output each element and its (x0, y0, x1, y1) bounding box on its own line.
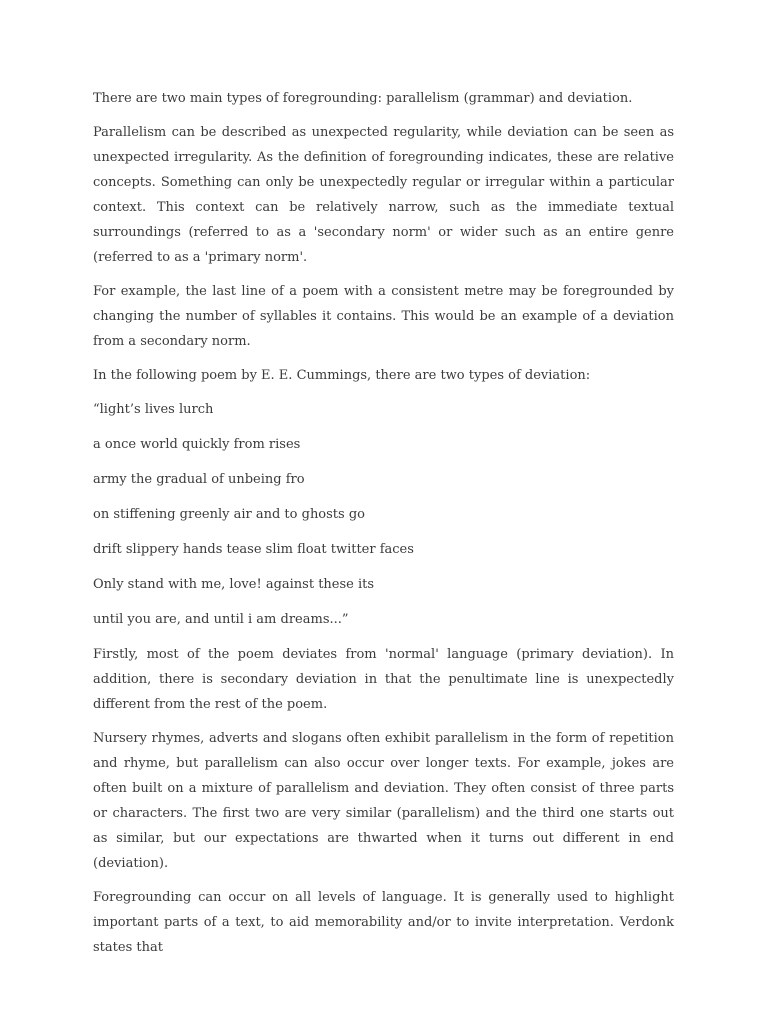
poem-line: on stiffening greenly air and to ghosts go (93, 507, 365, 522)
poem (93, 397, 674, 632)
paragraph-levels-of-language: Foregrounding can occur on all levels of language. It is generally used to highlight important parts of a text, to aid memorability and/or to invite interpretation. Verdonk states that (93, 890, 674, 955)
paragraph-parallelism: Parallelism can be described as unexpected regularity, while deviation can be seen as unexpected irregularity. As the definition of foregrounding indicates, these are relative concepts. Something can only be unexpectedly regular or irregular within a particular context. This context can be relatively narrow, such as the immediate textual surroundings (referred to as a 'secondary norm' or wider such as an entire genre (referred to as a 'primary norm'. (93, 125, 674, 265)
poem-line: drift slippery hands tease slim float twitter faces (93, 542, 414, 557)
paragraph-poem-intro: In the following poem by E. E. Cummings, there are two types of deviation: (93, 368, 591, 383)
poem-line: army the gradual of unbeing fro (93, 472, 305, 487)
paragraph-nursery-rhymes: Nursery rhymes, adverts and slogans often exhibit parallelism in the form of repetition and rhyme, but parallelism can also occur over longer texts. For example, jokes are often built on a mixture of parallelism and deviation. They often consist of three parts or characters. The first two are very similar (parallelism) and the third one starts out as similar, but our expectations are thwarted when it turns out different in end (deviation). (93, 731, 674, 871)
paragraph-deviation-analysis: Firstly, most of the poem deviates from 'normal' language (primary deviation). In addition, there is secondary deviation in that the penultimate line is unexpectedly different from the rest of the poem. (93, 647, 674, 712)
paragraph-example: For example, the last line of a poem with a consistent metre may be foregrounded by changing the number of syllables it contains. This would be an example of a deviation from a secondary norm. (93, 284, 674, 349)
document-body (93, 86, 674, 969)
poem-line: a once world quickly from rises (93, 437, 301, 452)
poem-line: Only stand with me, love! against these its (93, 577, 375, 592)
poem-line: “light’s lives lurch (93, 402, 214, 417)
poem-line: until you are, and until i am dreams...” (93, 612, 349, 627)
paragraph-intro: There are two main types of foregrounding: parallelism (grammar) and deviation. (93, 91, 633, 106)
